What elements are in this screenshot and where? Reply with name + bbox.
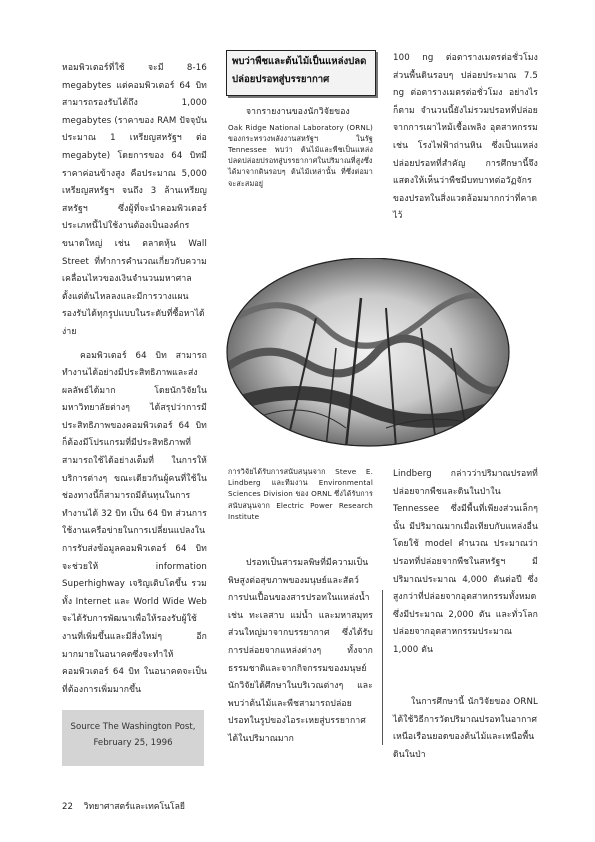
column-2-body [228, 555, 373, 749]
column-2-intro [228, 104, 373, 189]
photo-caption [228, 466, 373, 522]
column-3-bottom [393, 694, 538, 764]
article-heading: พบว่าพืชและต้นไม้เป็นแหล่งปลดปล่อยปรอทสู่บรรยากาศ [232, 56, 367, 85]
page-footer [62, 799, 185, 813]
source-line-2: February 25, 1996 [93, 738, 173, 748]
publication-title: วิทยาศาสตร์และเทคโนโลยี [83, 802, 185, 812]
col3-paragraph-1: 100 ng ต่อตารางเมตรต่อชั่วโมง ส่วนพื้นดินรอบๆ ปล่อยประมาณ 7.5 ng ต่อตารางเมตรต่อชั่วโมง อย่างไรก็ตาม จำนวนนี้ยังไม่รวมปรอทที่ปล่อยจากการเผาไหม้เชื้อเพลิง อุตสาหกรรม เช่น โรงไฟฟ้าถ่านหิน ซึ่งเป็นแหล่งปล่อยปรอทที่สำคัญ การศึกษานี้จึงแสดงให้เห็นว่าพืชมีบทบาทต่อวัฏจักรของปรอทในสิ่งแวดล้อมมากกว่าที่คาดไว้ [393, 53, 538, 222]
col3-paragraph-3: ในการศึกษานี้ นักวิจัยของ ORNL ได้ใช้วิธีการวัดปริมาณปรอทในอากาศเหนือเรือนยอดของต้นไม้และเหนือพื้นดินในป่า [393, 697, 538, 760]
forest-sphere-photo [226, 258, 516, 450]
col2-paragraph-3: ปรอทเป็นสารมลพิษที่มีความเป็นพิษสูงต่อสุขภาพของมนุษย์และสัตว์ การปนเปื้อนของสารปรอทในแหล่งน้ำ เช่น ทะเลสาบ แม่น้ำ และมหาสมุทร ส่วนใหญ่มาจากบรรยากาศ ซึ่งได้รับการปล่อยจากแหล่งต่างๆ ทั้งจากธรรมชาติและจากกิจกรรมของมนุษย์ นักวิจัยได้ศึกษาในบริเวณต่างๆ และพบว่าต้นไม้และพืชสามารถปล่อยปรอทในรูปของไอระเหยสู่บรรยากาศได้ในปริมาณมาก [228, 558, 373, 744]
col2-paragraph-1: จากรายงานของนักวิจัยของ [246, 107, 350, 117]
col2-paragraph-2: Oak Ridge National Laboratory (ORNL) ของกระทรวงพลังงานสหรัฐฯ ในรัฐ Tennessee พบว่า ต้นไม้และพืชเป็นแหล่งปลดปล่อยปรอทสู่บรรยากาศในปริมาณที่สูงซึ่งได้มาจากดินรอบๆ ต้นไม้เหล่านั้น ที่ซึ่งต่อมาจะสะสมอยู่ [228, 122, 373, 188]
col1-paragraph-2: คอมพิวเตอร์ 64 บิท สามารถทำงานได้อย่างมีประสิทธิภาพและส่งผลลัพธ์ได้มาก โดยนักวิจัยในมหาวิทยาลัยต่างๆ ได้สรุปว่าการมีประสิทธิภาพของคอมพิวเตอร์ 64 บิท ก็ต้องมีโปรแกรมที่มีประสิทธิภาพที่สามารถใช้ได้อย่างเต็มที่ ในการให้บริการต่างๆ ขณะเดียวกันผู้คนที่ใช้ในช่องทางนี้ก็สามารถมีต้นทุนในการทำงานได้ 32 บิท เป็น 64 บิท ส่วนการใช้งานเครือข่ายในการเปลี่ยนแปลงในการรับส่งข้อมูลคอมพิวเตอร์ 64 บิท จะช่วยให้ information Superhighway เจริญเติบโตขึ้น รวมทั้ง Internet และ World Wide Web จะได้รับการพัฒนาเพื่อให้รองรับผู้ใช้งานที่เพิ่มขึ้นและมีสิ่งใหม่ๆ อีกมากมายในอนาคตซึ่งจะทำให้คอมพิวเตอร์ 64 บิท ในอนาคตจะเป็นที่ต้องการเพิ่มมากขึ้น [62, 350, 207, 695]
column-divider [382, 590, 383, 745]
column-1 [62, 60, 207, 699]
col1-paragraph-1: หอมพิวเตอร์ที่ใช้ จะมี 8-16 megabytes แต่คอมพิวเตอร์ 64 บิท สามารถรองรับได้ถึง 1,000 megabytes (ราคาของ RAM ปัจจุบันประมาณ 1 เหรียญสหรัฐฯ ต่อ megabyte) โดยการของ 64 บิทมีราคาค่อนข้างสูง คือประมาณ 5,000 เหรียญสหรัฐฯ จนถึง 3 ล้านเหรียญสหรัฐฯ ซึ่งผู้ที่จะนำคอมพิวเตอร์ประเภทนี้ไปใช้งานต้องเป็นองค์กรขนาดใหญ่ เช่น ตลาดหุ้น Wall Street ที่ทำการคำนวณเกี่ยวกับความเคลื่อนไหวของเงินจำนวนมหาศาลตั้งแต่ต้นไหลลงและมีการวางแผนรองรับได้ทุกรูปแบบในระดับที่ซื้อหาได้ง่าย [62, 63, 207, 337]
col3-paragraph-2: Lindberg กล่าวว่าปริมาณปรอทที่ปล่อยจากพืชและดินในป่าใน Tennessee ซึ่งมีพื้นที่เพียงส่วนเล็กๆ นั้น มีปริมาณมากเมื่อเทียบกับแหล่งอื่น โดยใช้ model คำนวณ ประมาณว่าปรอทที่ปล่อยจากพืชในสหรัฐฯ มีปริมาณประมาณ 4,000 ตันต่อปี ซึ่งสูงกว่าที่ปล่อยจากอุตสาหกรรมทั้งหมดซึ่งมีประมาณ 2,000 ตัน และทั่วโลกปล่อยจากอุตสาหกรรมประมาณ 1,000 ตัน [393, 469, 538, 655]
source-box [62, 710, 204, 766]
photo-caption-text: การวิจัยได้รับการสนับสนุนจาก Steve E. Lindberg และทีมงาน Environmental Sciences Division ของ ORNL ซึ่งได้รับการสนับสนุนจาก Electric Power Research Institute [228, 467, 373, 521]
column-3-middle [393, 466, 538, 660]
page-number: 22 [62, 802, 73, 812]
source-line-1: Source The Washington Post, [70, 722, 196, 732]
article-heading-box [226, 50, 376, 96]
column-3-top [393, 50, 538, 226]
